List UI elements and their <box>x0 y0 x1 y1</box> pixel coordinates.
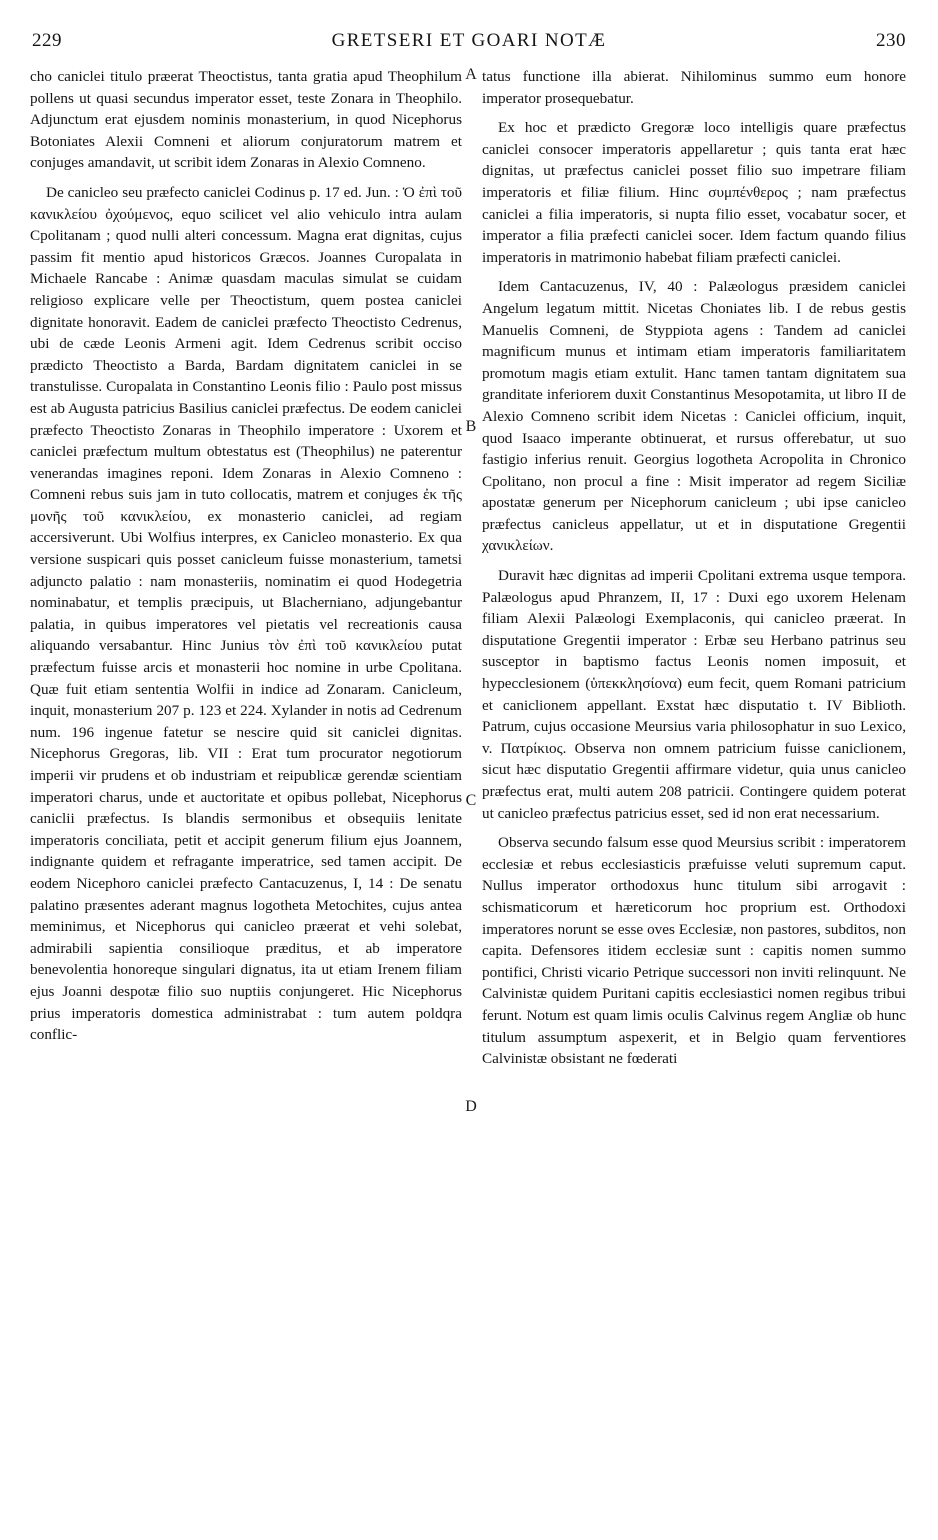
paragraph: Observa secundo falsum esse quod Meursius scribit : imperatorem ecclesiæ et rebus ecclesiasticis præfuisse veluti supremum caput. Nullus imperator orthodoxus hunc titulum sibi arrogavit : schismaticorum et hæreticorum hoc proprium est. Orthodoxi imperatores norunt se esse oves Ecclesiæ, non pastores, subditos, non capita. Defensores itidem ecclesiæ sunt : capitis nomen summo pontifici, Christi vicario Petrique successori non inviti relinquunt. Ne Calvinistæ quidem Puritani capitis ecclesiastici nomen regibus tribui ferunt. Notum est quam limis oculis Calvinus regem Angliæ ob hunc titulum assumptum aspexerit, et in Belgio quam ferventiores Calvinistæ obsistant ne fœderati <box>482 834 906 1068</box>
paragraph: tatus functione illa abierat. Nihilominus summo eum honore imperator prosequebatur. <box>482 68 906 107</box>
left-page-number: 229 <box>32 30 62 51</box>
paragraph: De canicleo seu præfecto caniclei Codinus p. 17 ed. Jun. : Ὁ ἐπὶ τοῦ κανικλείου ὀχούμενος, equo scilicet vel alio vehiculo intra aulam Cpolitanam ; quod nulli alteri concessum. Magna erat dignitas, cujus passim fit mentio apud historicos Græcos. Joannes Curopalata in Michaele Rancabe : Animæ quasdam maculas simulat se cuidam religioso explicare velle per Theoctistum, quem postea caniclei dignitate honoravit. Eadem de caniclei præfecto Theoctisto Cedrenus, ubi de cæde Leonis Armeni agit. Idem Cedrenus scribit occiso prædicto Theoctisto a Barda, Bardam dignitatem caniclei in se transtulisse. Curopalata in Constantino Leonis filio : Paulo post missus est ab Augusta patricius Basilius caniclei præfectus. De eodem caniclei præfecto Theoctisto Zonaras in Theophilo imperatore : Uxorem et caniclei præfectum multum obtestatus est (Theophilus) ne paterentur venerandas imagines reponi. Idem Zonaras in Alexio Comneno : Comneni rebus suis jam in tuto collocatis, matrem et conjuges ἐκ τῆς μονῆς τοῦ κανικλείου, ex monasterio caniclei, ad regiam accersiverunt. Ubi Wolfius interpres, ex Canicleo monasterio. Ex qua versione suspicari quis posset canicleum fuisse monasterium, tametsi adjuncto palatio : nam monasteriis, nominatim ei quod Hodegetria nominabatur, et templis præcipuis, ut Blacherniano, adjungebantur palatia, in quibus imperatores vel pietatis vel recreationis causa aliquando versabantur. Hinc Junius τὸν ἐπὶ τοῦ κανικλείου putat præfectum fuisse arcis et monasterii hoc nomine in urbe Cpolitana. Quæ fuit etiam sententia Wolfii in indice ad Zonaram. Canicleum, inquit, monasterium 207 p. 123 et 224. Xylander in notis ad Cedrenum num. 196 ingenue fatetur se nescire quid sit caniclei dignitas. Nicephorus Gregoras, lib. VII : Erat tum procurator negotiorum imperii vir prudens et ob industriam et reipublicæ gerendæ scientiam imperatori charus, unde et auctoritate et opibus pollebat, Nicephorus caniclii præfectus. Is blandis sermonibus et obsequiis lenitate imperatoris conciliata, petit et accipit generum filium ejus Joannem, indignante quidem et refragante imperatrice, sed tamen accipit. De eodem Nicephoro caniclei præfecto Cantacuzenus, I, 14 : De senatu palatino præsentes aderant magnus logotheta Metochites, cujus antea meminimus, et Nicephorus qui canicleo præerat et vehi solebat, admirabili sapientia consilioque præditus, et ab imperatore benevolentia honoreque singulari dignatus, ita ut etiam Irenem filiam ejus Joanni despotæ filio suo nuptiis conjungeret. Hic Nicephorus prius imperatoris domestica administrabat : tum autem poldqra conflic- <box>30 183 462 1044</box>
paragraph: Idem Cantacuzenus, IV, 40 : Palæologus præsidem caniclei Angelum legatum mittit. Nicetas Choniates lib. I de rebus gestis Manuelis Comneni, de Styppiota agens : Tandem ad caniclei magnificum munus et intimam etiam imperatoris familiaritatem promotum magis etiam extulit. Hanc tamen tantam dignitatem sua granditate inferiorem duxit Constantinus Mesopotamita, ut libro II de Alexio Comneno scribit idem Nicetas : Caniclei officium, inquit, quod Isaaco imperante obtinuerat, et rursus offerebatur, ut suo fastigio inferius renuit. Georgius logotheta Acropolita in Chronico Cpolitano, non procul a fine : Misit imperator ad regem Siciliæ apostatæ generum per Nicephorum canicleum ; ubi ipse canicleo præfectus canicleus appellatur, ut et in disputatione Gregentii χανικλείων. <box>482 278 906 555</box>
margin-marker-b: B <box>465 418 477 435</box>
running-title: GRETSERI ET GOARI NOTÆ <box>331 30 607 51</box>
right-page-number: 230 <box>876 30 906 51</box>
left-column <box>30 66 462 1046</box>
margin-marker-c: C <box>465 792 477 809</box>
paragraph: cho caniclei titulo præerat Theoctistus, tanta gratia apud Theophilum pollens ut quasi secundus imperator esset, teste Zonara in Theophilo. Adjunctum erat ejusdem nominis monasterium, in quod Nicephorus Botoniates Alexii Comneni et aliorum conjuratorum matrem et conjuges amandavit, ut scribit idem Zonaras in Alexio Comneno. <box>30 68 462 172</box>
right-column <box>482 66 906 1070</box>
paragraph: Duravit hæc dignitas ad imperii Cpolitani extrema usque tempora. Palæologus apud Phranzem, II, 17 : Duxi ego uxorem Helenam filiam Alexii Palæologi Exemplaconis, qui canicleo præerat. In disputatione Gregentii imperator : Erbæ seu Herbano patrinus seu susceptor in baptismo factus Leonis nomen imposuit, et hypecclesionem (ὑπεκκλησίονα) eum fecit, quem Romani patricium et caniclionem appellant. Exstat hæc disputatio t. IV Biblioth. Patrum, cujus occasione Meursius varia philosophatur in suo Lexico, v. Πατρίκιος. Observa non omnem patricium fuisse caniclionem, sicut hæc disputatio Gregentii affirmare videtur, quia unus canicleo præfectus erat, multi autem 208 patricii. Contingere quidem poterat ut canicleo præfectus patricius esset, sed id non erat necessarium. <box>482 567 906 822</box>
page-header <box>30 30 908 60</box>
margin-marker-d: D <box>465 1098 477 1115</box>
paragraph: Ex hoc et prædicto Gregoræ loco intelligis quare præfectus caniclei consocer imperatoris appellaretur ; quis tanta erat hæc dignitas, ut præfectus caniclei posset filio suo impetrare filiam imperatoris et filiæ filium. Hinc συμπένθερος ; nam præfectus caniclei a filia imperatoris, si nupta filio esset, vocabatur socer, et imperator a filia præfecti caniclei socer. Idem factum quando filius imperatoris in matrimonio habebat filiam præfecti caniclei. <box>482 119 906 266</box>
margin-marker-a: A <box>465 66 477 83</box>
